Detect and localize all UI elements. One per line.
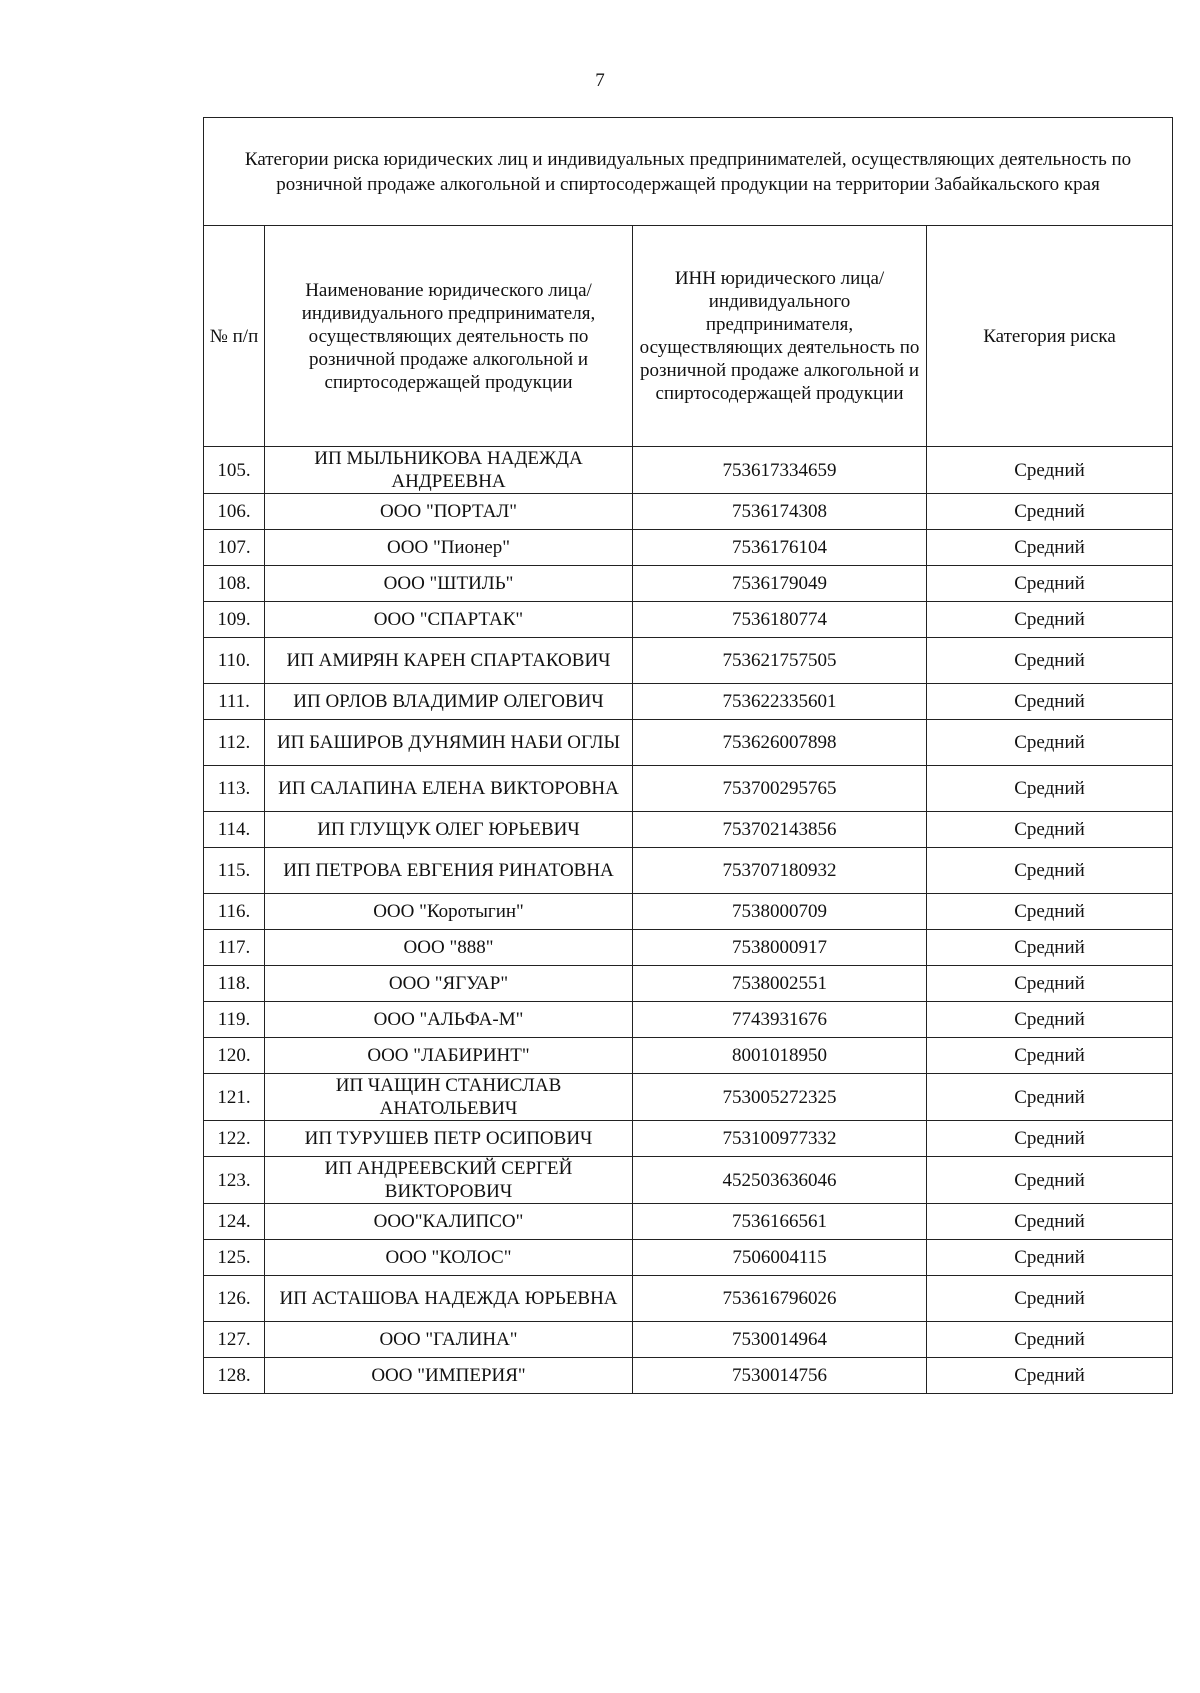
row-name: ИП ТУРУШЕВ ПЕТР ОСИПОВИЧ: [265, 1121, 633, 1157]
row-risk: Средний: [927, 1276, 1173, 1322]
table-body: [204, 447, 1173, 1394]
risk-category-table: [203, 117, 1173, 1394]
row-number: 111.: [204, 684, 265, 720]
header-name: Наименование юридического лица/индивидуального предпринимателя, осуществляющих деятельность по розничной продаже алкогольной и спиртосодержащей продукции: [265, 226, 633, 447]
row-risk: Средний: [927, 1121, 1173, 1157]
row-inn: 7536179049: [633, 566, 927, 602]
row-risk: Средний: [927, 566, 1173, 602]
row-number: 118.: [204, 966, 265, 1002]
row-number: 110.: [204, 638, 265, 684]
row-name: ООО "ЯГУАР": [265, 966, 633, 1002]
row-number: 121.: [204, 1074, 265, 1121]
row-risk: Средний: [927, 1074, 1173, 1121]
table-row: [204, 1322, 1173, 1358]
row-number: 105.: [204, 447, 265, 494]
table-row: [204, 1038, 1173, 1074]
row-name: ООО "АЛЬФА-М": [265, 1002, 633, 1038]
row-inn: 753700295765: [633, 766, 927, 812]
row-risk: Средний: [927, 638, 1173, 684]
row-risk: Средний: [927, 720, 1173, 766]
row-number: 122.: [204, 1121, 265, 1157]
table-row: [204, 494, 1173, 530]
row-name: ООО "ПОРТАЛ": [265, 494, 633, 530]
row-risk: Средний: [927, 447, 1173, 494]
row-number: 112.: [204, 720, 265, 766]
row-number: 108.: [204, 566, 265, 602]
row-inn: 7538000917: [633, 930, 927, 966]
row-number: 123.: [204, 1157, 265, 1204]
row-number: 127.: [204, 1322, 265, 1358]
row-number: 115.: [204, 848, 265, 894]
row-risk: Средний: [927, 848, 1173, 894]
row-name: ООО "ШТИЛЬ": [265, 566, 633, 602]
row-name: ООО "Коротыгин": [265, 894, 633, 930]
row-inn: 753100977332: [633, 1121, 927, 1157]
row-name: ООО"КАЛИПСО": [265, 1204, 633, 1240]
row-name: ООО "ИМПЕРИЯ": [265, 1358, 633, 1394]
table-row: [204, 1074, 1173, 1121]
row-name: ООО "Пионер": [265, 530, 633, 566]
row-inn: 7536166561: [633, 1204, 927, 1240]
row-inn: 7538002551: [633, 966, 927, 1002]
row-name: ИП БАШИРОВ ДУНЯМИН НАБИ ОГЛЫ: [265, 720, 633, 766]
header-risk: Категория риска: [927, 226, 1173, 447]
page-number: 7: [595, 70, 605, 91]
row-risk: Средний: [927, 1358, 1173, 1394]
row-inn: 753702143856: [633, 812, 927, 848]
row-name: ИП ЧАЩИН СТАНИСЛАВ АНАТОЛЬЕВИЧ: [265, 1074, 633, 1121]
table-row: [204, 812, 1173, 848]
table-row: [204, 447, 1173, 494]
table-row: [204, 930, 1173, 966]
row-risk: Средний: [927, 1038, 1173, 1074]
row-risk: Средний: [927, 1240, 1173, 1276]
header-num: № п/п: [204, 226, 265, 447]
row-name: ИП АМИРЯН КАРЕН СПАРТАКОВИЧ: [265, 638, 633, 684]
header-inn: ИНН юридического лица/индивидуального предпринимателя, осуществляющих деятельность по розничной продаже алкогольной и спиртосодержащей продукции: [633, 226, 927, 447]
table-row: [204, 602, 1173, 638]
row-name: ООО "ГАЛИНА": [265, 1322, 633, 1358]
table-row: [204, 1358, 1173, 1394]
row-inn: 753616796026: [633, 1276, 927, 1322]
row-number: 113.: [204, 766, 265, 812]
row-risk: Средний: [927, 530, 1173, 566]
table-row: [204, 638, 1173, 684]
row-name: ООО "СПАРТАК": [265, 602, 633, 638]
row-risk: Средний: [927, 894, 1173, 930]
row-name: ИП МЫЛЬНИКОВА НАДЕЖДА АНДРЕЕВНА: [265, 447, 633, 494]
row-number: 116.: [204, 894, 265, 930]
row-name: ИП САЛАПИНА ЕЛЕНА ВИКТОРОВНА: [265, 766, 633, 812]
row-name: ИП ГЛУЩУК ОЛЕГ ЮРЬЕВИЧ: [265, 812, 633, 848]
row-inn: 8001018950: [633, 1038, 927, 1074]
row-inn: 7536174308: [633, 494, 927, 530]
table-row: [204, 894, 1173, 930]
row-inn: 7530014964: [633, 1322, 927, 1358]
row-inn: 7538000709: [633, 894, 927, 930]
row-risk: Средний: [927, 966, 1173, 1002]
row-inn: 753707180932: [633, 848, 927, 894]
row-inn: 753622335601: [633, 684, 927, 720]
table-row: [204, 566, 1173, 602]
row-inn: 7506004115: [633, 1240, 927, 1276]
row-number: 109.: [204, 602, 265, 638]
row-risk: Средний: [927, 812, 1173, 848]
row-name: ИП АНДРЕЕВСКИЙ СЕРГЕЙ ВИКТОРОВИЧ: [265, 1157, 633, 1204]
row-risk: Средний: [927, 1157, 1173, 1204]
table-row: [204, 1276, 1173, 1322]
row-inn: 7530014756: [633, 1358, 927, 1394]
table-row: [204, 1002, 1173, 1038]
row-inn: 753621757505: [633, 638, 927, 684]
table-row: [204, 1240, 1173, 1276]
table-row: [204, 684, 1173, 720]
row-risk: Средний: [927, 930, 1173, 966]
row-number: 117.: [204, 930, 265, 966]
row-risk: Средний: [927, 494, 1173, 530]
row-number: 124.: [204, 1204, 265, 1240]
row-number: 106.: [204, 494, 265, 530]
row-risk: Средний: [927, 684, 1173, 720]
row-inn: 753005272325: [633, 1074, 927, 1121]
row-name: ООО "888": [265, 930, 633, 966]
row-number: 120.: [204, 1038, 265, 1074]
table-row: [204, 530, 1173, 566]
table-row: [204, 766, 1173, 812]
row-risk: Средний: [927, 1002, 1173, 1038]
table-row: [204, 1157, 1173, 1204]
row-number: 128.: [204, 1358, 265, 1394]
row-name: ИП ПЕТРОВА ЕВГЕНИЯ РИНАТОВНА: [265, 848, 633, 894]
row-inn: 7536180774: [633, 602, 927, 638]
row-name: ООО "КОЛОС": [265, 1240, 633, 1276]
row-number: 125.: [204, 1240, 265, 1276]
row-inn: 452503636046: [633, 1157, 927, 1204]
table-row: [204, 1121, 1173, 1157]
row-number: 119.: [204, 1002, 265, 1038]
table-caption: Категории риска юридических лиц и индивидуальных предпринимателей, осуществляющих деятельность по розничной продаже алкогольной и спиртосодержащей продукции на территории Забайкальского края: [204, 118, 1173, 226]
row-inn: 753626007898: [633, 720, 927, 766]
row-number: 107.: [204, 530, 265, 566]
row-inn: 7743931676: [633, 1002, 927, 1038]
table-row: [204, 1204, 1173, 1240]
table-row: [204, 848, 1173, 894]
table-row: [204, 720, 1173, 766]
row-risk: Средний: [927, 1322, 1173, 1358]
row-risk: Средний: [927, 602, 1173, 638]
row-inn: 753617334659: [633, 447, 927, 494]
row-name: ИП ОРЛОВ ВЛАДИМИР ОЛЕГОВИЧ: [265, 684, 633, 720]
row-name: ООО "ЛАБИРИНТ": [265, 1038, 633, 1074]
row-risk: Средний: [927, 766, 1173, 812]
row-inn: 7536176104: [633, 530, 927, 566]
row-number: 126.: [204, 1276, 265, 1322]
table-row: [204, 966, 1173, 1002]
row-risk: Средний: [927, 1204, 1173, 1240]
row-number: 114.: [204, 812, 265, 848]
row-name: ИП АСТАШОВА НАДЕЖДА ЮРЬЕВНА: [265, 1276, 633, 1322]
